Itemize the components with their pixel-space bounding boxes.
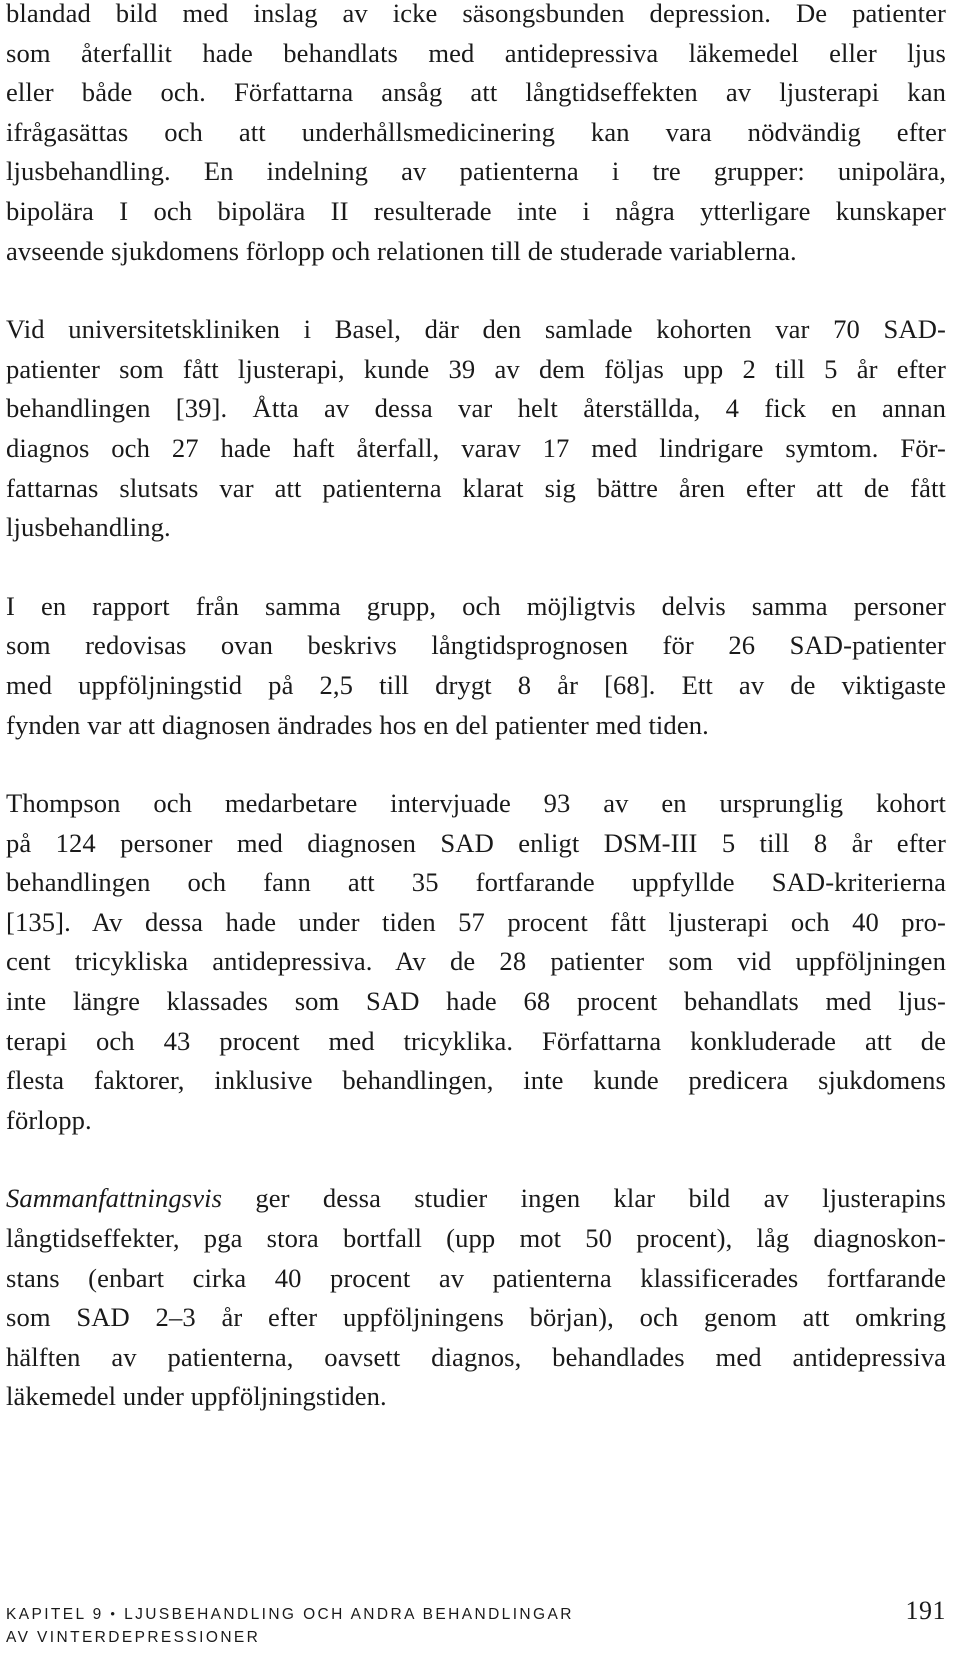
text-line: hälften av patienterna, oavsett diagnos, behandlades med antidepressiva xyxy=(6,1341,946,1372)
running-head-line-2: AV VINTERDEPRESSIONER xyxy=(6,1629,261,1646)
paragraph-4 xyxy=(6,784,946,1140)
running-head xyxy=(6,1602,574,1649)
text-line: inte längre klassades som SAD hade 68 procent behandlats med ljus- xyxy=(6,986,946,1017)
text-line: blandad bild med inslag av icke säsongsbunden depression. De patienter xyxy=(6,0,946,28)
text-line: långtidseffekter, pga stora bortfall (upp mot 50 procent), låg diagnoskon- xyxy=(6,1223,946,1254)
text-line: läkemedel under uppföljningstiden. xyxy=(6,1381,387,1412)
paragraph-3 xyxy=(6,587,946,745)
text-line: cent tricykliska antidepressiva. Av de 28 patienter som vid uppföljningen xyxy=(6,946,946,977)
text-line: terapi och 43 procent med tricyklika. Författarna konkluderade att de xyxy=(6,1025,946,1056)
text-line: Vid universitetskliniken i Basel, där den samlade kohorten var 70 SAD- xyxy=(6,314,946,345)
text-line: ljusbehandling. xyxy=(6,512,171,543)
text-line: Thompson och medarbetare intervjuade 93 av en ursprunglig kohort xyxy=(6,788,946,819)
paragraph-5 xyxy=(6,1179,946,1417)
text-line: som SAD 2–3 år efter uppföljningens början), och genom att omkring xyxy=(6,1302,946,1333)
text-line: I en rapport från samma grupp, och möjligtvis delvis samma personer xyxy=(6,590,946,621)
text-line: flesta faktorer, inklusive behandlingen, inte kunde predicera sjukdomens xyxy=(6,1065,946,1096)
body-text xyxy=(6,0,946,1456)
text-line: eller både och. Författarna ansåg att långtidseffekten av ljusterapi kan xyxy=(6,77,946,108)
running-head-title: LJUSBEHANDLING OCH ANDRA BEHANDLINGAR xyxy=(124,1606,574,1623)
text-line: fattarnas slutsats var att patienterna klarat sig bättre åren efter att de fått xyxy=(6,472,946,503)
running-head-line-1 xyxy=(6,1602,574,1626)
text-line: [135]. Av dessa hade under tiden 57 procent fått ljusterapi och 40 pro- xyxy=(6,906,946,937)
page-number: 191 xyxy=(905,1596,946,1625)
text-line: patienter som fått ljusterapi, kunde 39 av dem följas upp 2 till 5 år efter xyxy=(6,353,946,384)
page-footer xyxy=(6,1596,946,1662)
paragraph-2 xyxy=(6,310,946,548)
text-line: som redovisas ovan beskrivs långtidsprognosen för 26 SAD-patienter xyxy=(6,630,946,661)
text-line: ljusbehandling. En indelning av patienterna i tre grupper: unipolära, xyxy=(6,156,946,187)
text-line-first xyxy=(6,1179,946,1219)
text-line: behandlingen och fann att 35 fortfarande uppfyllde SAD-kriterierna xyxy=(6,867,946,898)
text-line: på 124 personer med diagnosen SAD enligt DSM-III 5 till 8 år efter xyxy=(6,827,946,858)
text-line: avseende sjukdomens förlopp och relationen till de studerade variablerna. xyxy=(6,235,797,266)
text-line: ifrågasättas och att underhållsmedicinering kan vara nödvändig efter xyxy=(6,116,946,147)
paragraph-1 xyxy=(6,0,946,271)
first-line-rest: ger dessa studier ingen klar bild av ljusterapins xyxy=(222,1183,946,1214)
text-line: med uppföljningstid på 2,5 till drygt 8 år [68]. Ett av de viktigaste xyxy=(6,669,946,700)
text-line: behandlingen [39]. Åtta av dessa var helt återställda, 4 fick en annan xyxy=(6,393,946,424)
text-line: som återfallit hade behandlats med antidepressiva läkemedel eller ljus xyxy=(6,37,946,68)
text-line: fynden var att diagnosen ändrades hos en del patienter med tiden. xyxy=(6,709,709,740)
chapter-label: KAPITEL 9 xyxy=(6,1606,104,1623)
italic-lead: Sammanfattningsvis xyxy=(6,1183,223,1214)
text-line: bipolära I och bipolära II resulterade inte i några ytterligare kunskaper xyxy=(6,195,946,226)
bullet-separator: • xyxy=(110,1606,118,1621)
text-line: diagnos och 27 hade haft återfall, varav 17 med lindrigare symtom. För- xyxy=(6,432,946,463)
text-line: stans (enbart cirka 40 procent av patienterna klassificerades fortfarande xyxy=(6,1262,946,1293)
text-line: förlopp. xyxy=(6,1104,92,1135)
